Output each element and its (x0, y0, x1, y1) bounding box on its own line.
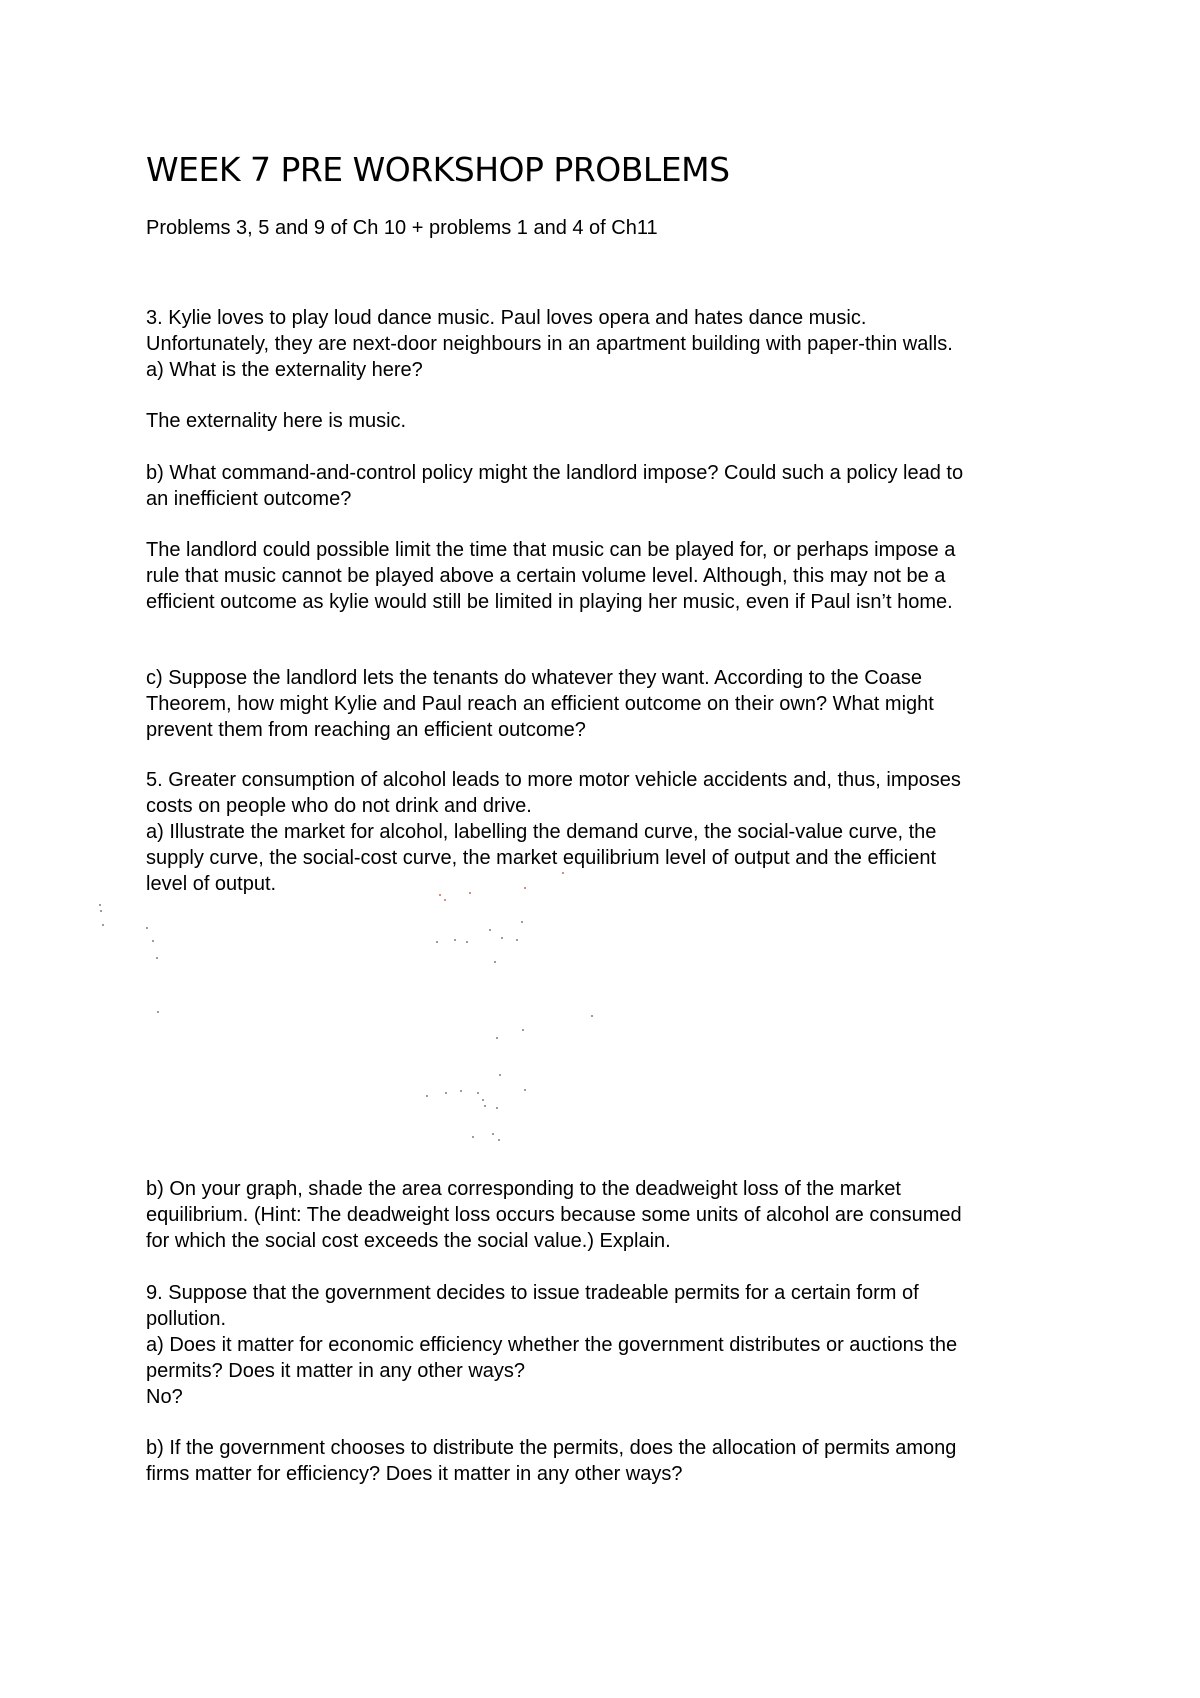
speck-mark (426, 1095, 428, 1097)
speck-mark (522, 1029, 524, 1031)
speck-mark (102, 924, 104, 926)
speck-mark (146, 927, 148, 929)
speck-mark (489, 929, 491, 931)
speck-mark (439, 894, 441, 896)
speck-mark (524, 1089, 526, 1091)
q5-a-question-line-3: level of output. (146, 873, 277, 895)
speck-mark (498, 1139, 500, 1141)
speck-mark (100, 910, 102, 912)
speck-mark (99, 904, 101, 906)
speck-mark (482, 1099, 484, 1101)
speck-mark (466, 941, 468, 943)
speck-mark (496, 1107, 498, 1109)
q9-intro-line-2: pollution. (146, 1308, 227, 1330)
q3-intro-line-2: Unfortunately, they are next-door neighbours in an apartment building with paper-thin walls. (146, 333, 953, 355)
q9-a-question-line-1: a) Does it matter for economic efficiency whether the government distributes or auctions the (146, 1334, 958, 1356)
speck-mark (157, 1011, 159, 1013)
speck-mark (156, 957, 158, 959)
speck-mark (460, 1090, 462, 1092)
q5-intro-line-1: 5. Greater consumption of alcohol leads to more motor vehicle accidents and, thus, imposes (146, 769, 961, 791)
q3-a-question: a) What is the externality here? (146, 359, 423, 381)
q5-a-question-line-1: a) Illustrate the market for alcohol, labelling the demand curve, the social-value curve, the (146, 821, 937, 843)
q5-intro-line-2: costs on people who do not drink and drive. (146, 795, 532, 817)
q3-a-answer-line: The externality here is music. (146, 410, 407, 432)
q5-a-question-line-2: supply curve, the social-cost curve, the market equilibrium level of output and the efficient (146, 847, 937, 869)
q3-b-answer-line-2: rule that music cannot be played above a certain volume level. Although, this may not be a (146, 565, 946, 587)
speck-mark (454, 939, 456, 941)
q9-intro-line-1: 9. Suppose that the government decides to issue tradeable permits for a certain form of (146, 1282, 919, 1304)
q3-c-question-line-1: c) Suppose the landlord lets the tenants do whatever they want. According to the Coase (146, 667, 923, 689)
q9-b-question (146, 1435, 1076, 1487)
q3-c-question-line-3: prevent them from reaching an efficient outcome? (146, 719, 586, 741)
subtitle-line: Problems 3, 5 and 9 of Ch 10 + problems 1 and 4 of Ch11 (146, 217, 658, 239)
q3-b-question-line-2: an inefficient outcome? (146, 488, 352, 510)
speck-mark (445, 1092, 447, 1094)
speck-mark (499, 1074, 501, 1076)
speck-mark (492, 1133, 494, 1135)
speck-mark (484, 1105, 486, 1107)
speck-mark (152, 940, 154, 942)
q9-intro (146, 1280, 1076, 1410)
q3-b-answer-line-1: The landlord could possible limit the time that music can be played for, or perhaps impose a (146, 539, 956, 561)
q9-a-answer: No? (146, 1386, 183, 1408)
q5-b-question (146, 1176, 1076, 1254)
speck-mark (521, 921, 523, 923)
speck-layer (99, 872, 593, 1141)
q9-b-question-line-1: b) If the government chooses to distribute the permits, does the allocation of permits among (146, 1437, 957, 1459)
q3-intro-line-1: 3. Kylie loves to play loud dance music. Paul loves opera and hates dance music. (146, 307, 867, 329)
q3-b-question-line-1: b) What command-and-control policy might the landlord impose? Could such a policy lead to (146, 462, 964, 484)
speck-mark (501, 937, 503, 939)
q5-b-question-line-2: equilibrium. (Hint: The deadweight loss occurs because some units of alcohol are consumed (146, 1204, 962, 1226)
speck-mark (496, 1037, 498, 1039)
speck-mark (562, 872, 564, 874)
speck-mark (436, 941, 438, 943)
q3-b-answer-line-3: efficient outcome as kylie would still be limited in playing her music, even if Paul isn’t home. (146, 591, 953, 613)
page-title: WEEK 7 PRE WORKSHOP PROBLEMS (146, 150, 730, 189)
speck-mark (469, 892, 471, 894)
speck-mark (494, 961, 496, 963)
speck-mark (516, 939, 518, 941)
speck-mark (524, 887, 526, 889)
speck-mark (477, 1092, 479, 1094)
q5-b-question-line-1: b) On your graph, shade the area corresponding to the deadweight loss of the market (146, 1178, 901, 1200)
q9-b-question-line-2: firms matter for efficiency? Does it matter in any other ways? (146, 1463, 683, 1485)
q3-c-question-line-2: Theorem, how might Kylie and Paul reach an efficient outcome on their own? What might (146, 693, 934, 715)
speck-mark (444, 899, 446, 901)
q9-a-question-line-2: permits? Does it matter in any other ways? (146, 1360, 526, 1382)
q5-b-question-line-3: for which the social cost exceeds the social value.) Explain. (146, 1230, 671, 1252)
speck-mark (472, 1136, 474, 1138)
speck-mark (591, 1015, 593, 1017)
